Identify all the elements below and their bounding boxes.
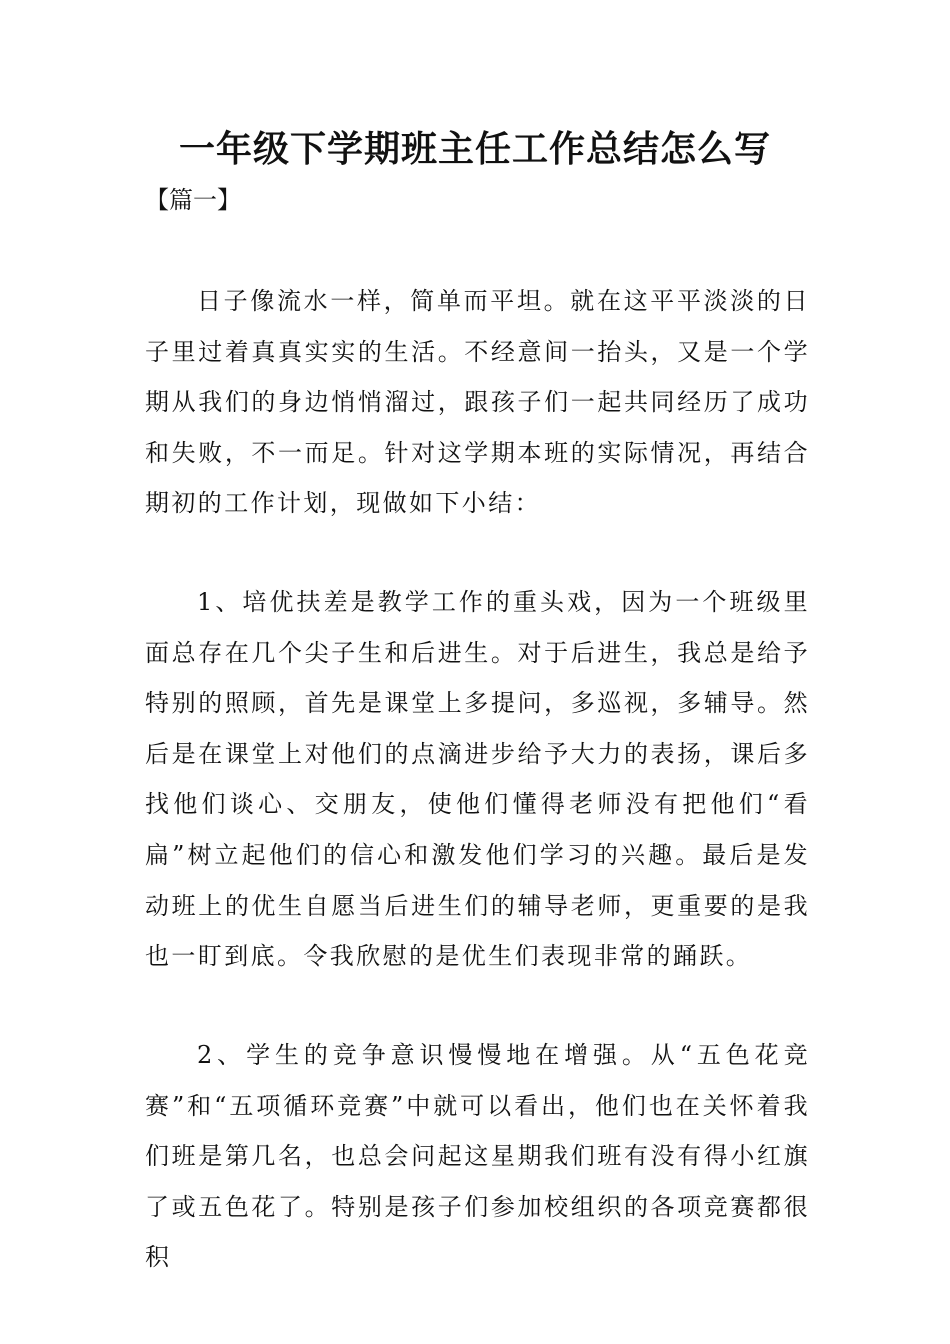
paragraph-item-1: 1、培优扶差是教学工作的重头戏，因为一个班级里面总存在几个尖子生和后进生。对于后进生，我总是给予特别的照顾，首先是课堂上多提问，多巡视，多辅导。然后是在课堂上对他们的点滴进步给予大力的表扬，课后多找他们谈心、交朋友，使他们懂得老师没有把他们“看扁”树立起他们的信心和激发他们学习的兴趣。最后是发动班上的优生自愿当后进生们的辅导老师，更重要的是我也一盯到底。令我欣慰的是优生们表现非常的踊跃。 bbox=[145, 588, 810, 971]
document-title: 一年级下学期班主任工作总结怎么写 bbox=[178, 129, 771, 170]
section-label: 【篇一】 bbox=[145, 186, 241, 214]
paragraph-intro: 日子像流水一样，简单而平坦。就在这平平淡淡的日子里过着真真实实的生活。不经意间一抬头，又是一个学期从我们的身边悄悄溜过，跟孩子们一起共同经历了成功和失败，不一而足。针对这学期本班的实际情况，再结合期初的工作计划，现做如下小结： bbox=[145, 287, 810, 518]
paragraph-item-2: 2、学生的竞争意识慢慢地在增强。从“五色花竞赛”和“五项循环竞赛”中就可以看出，他们也在关怀着我们班是第几名，也总会问起这星期我们班有没有得小红旗了或五色花了。特别是孩子们参加校组织的各项竞赛都很积 bbox=[145, 1041, 810, 1272]
